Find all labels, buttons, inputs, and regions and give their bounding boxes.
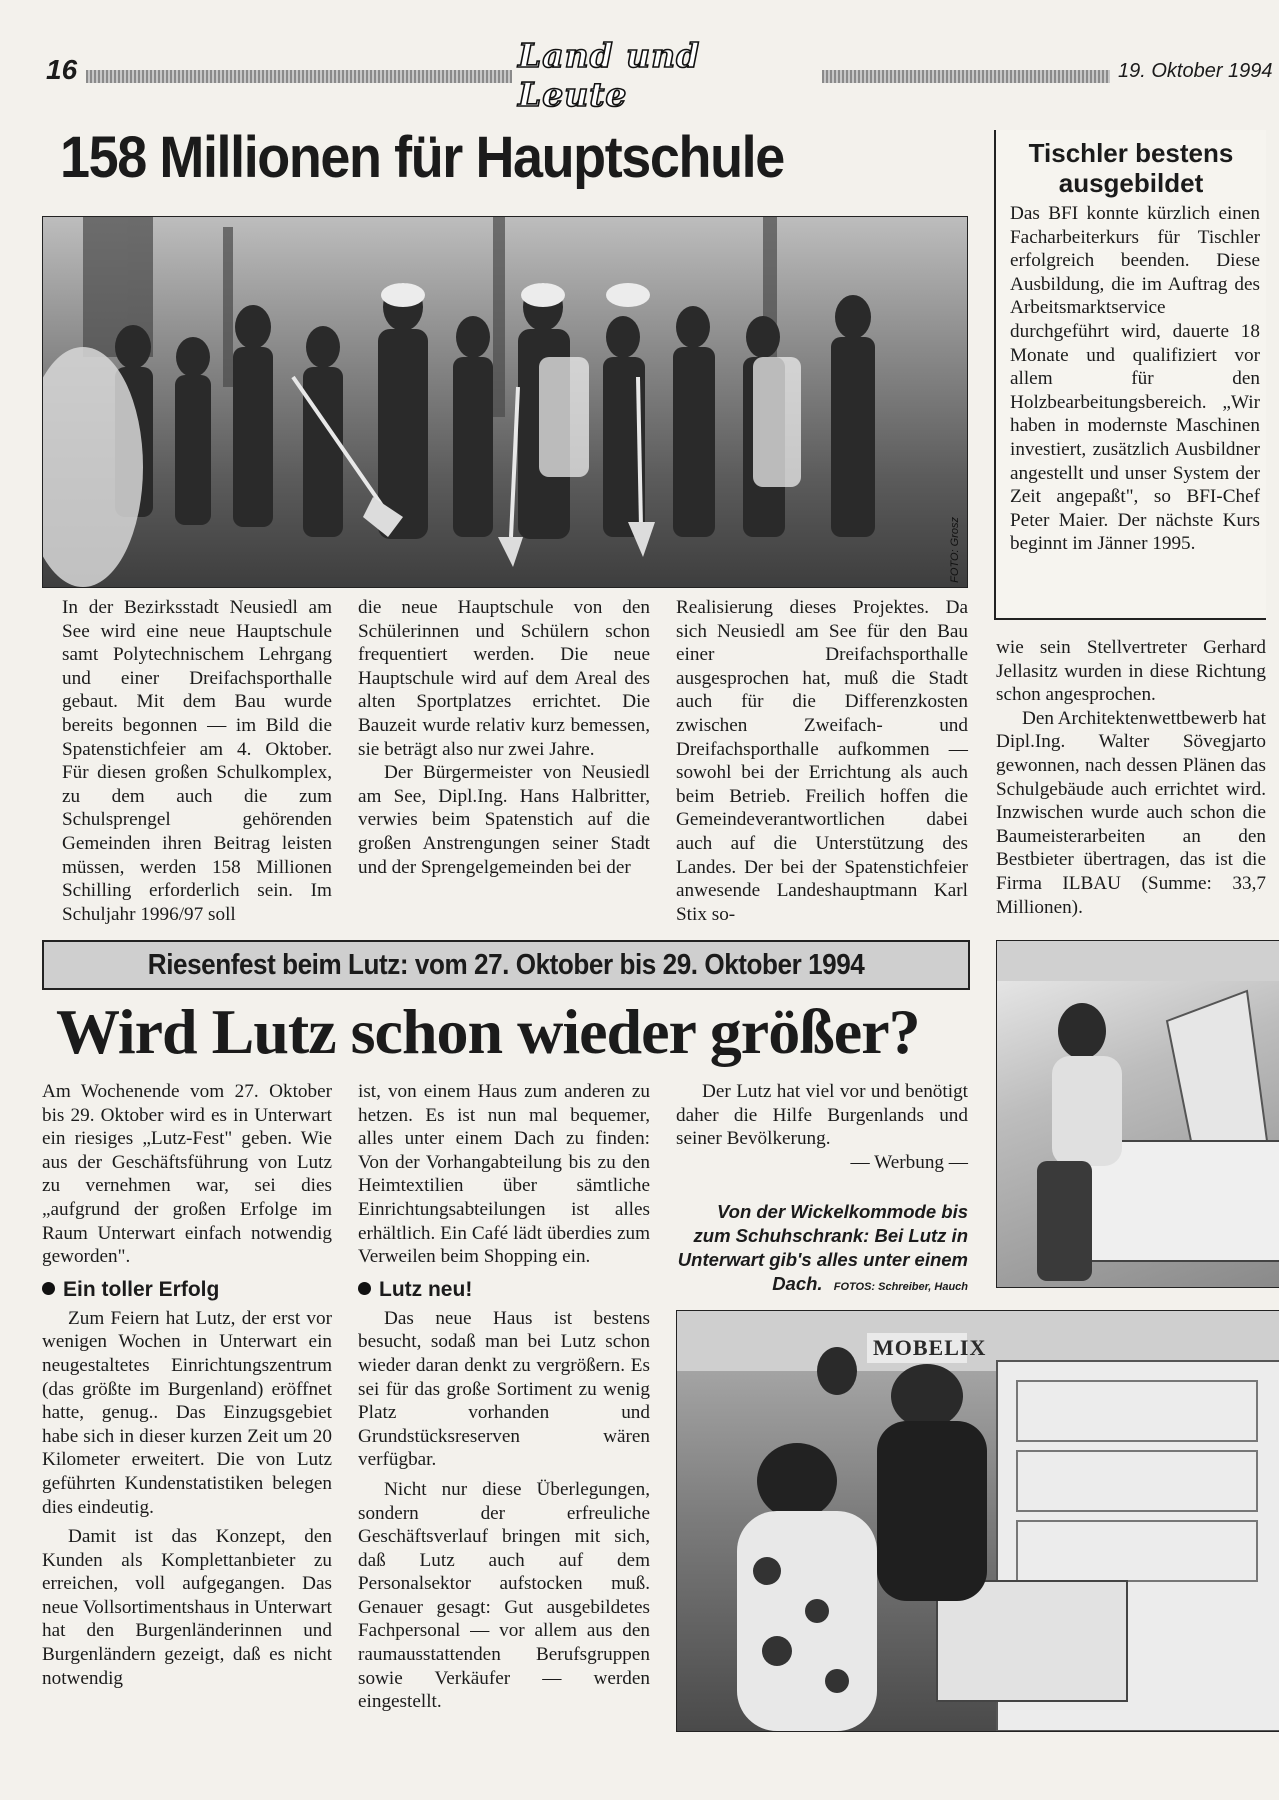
subhead-text: Ein toller Erfolg — [63, 1277, 220, 1301]
store-photo-art — [677, 1311, 1279, 1731]
kicker-text: Riesenfest beim Lutz: vom 27. Oktober bis 29. Oktober 1994 — [147, 948, 865, 981]
article1-column-3 — [676, 596, 968, 926]
header-rule-left — [86, 70, 512, 83]
article1-paragraph: In der Bezirksstadt Neusiedl am See wird eine neue Hauptschule samt Polytechnischem Lehrgang und einer Dreifachsporthalle gebaut. Mit dem Bau wurde bereits begonnen — im Bild die Spatenstichfeier am 4. Oktober. Für diesen großen Schulkomplex, zu dem auch die zum Schulsprengel gehörenden Gemeinden ihren Beitrag leisten müssen, werden 158 Millionen Schilling erforderlich sein. Im Schuljahr 1996/97 soll — [62, 597, 332, 925]
caption-text: Von der Wickelkommode bis zum Schuhschrank: Bei Lutz in Unterwart gib's alles unter einem Dach. — [677, 1201, 968, 1294]
kicker-box — [42, 940, 970, 990]
section-logo — [518, 36, 808, 114]
subhead-toller-erfolg — [42, 1277, 332, 1303]
photo-caption — [676, 1200, 968, 1299]
page-number: 16 — [46, 54, 78, 85]
article1-paragraph: wie sein Stellvertreter Gerhard Jellasitz wurden in diese Richtung schon angesprochen. — [996, 637, 1266, 706]
article2-paragraph: Der Lutz hat viel vor und benötigt daher die Hilfe Burgenlands und seiner Bevölkerung. — [676, 1081, 968, 1150]
article1-column-1 — [62, 596, 332, 926]
bedding-department-photo — [996, 940, 1279, 1288]
header-rule-right — [822, 70, 1110, 83]
sidebar-body: Das BFI konnte kürzlich einen Facharbeiterkurs für Tischler erfolgreich beenden. Diese Ausbildung, die im Auftrag des Arbeitsmarktservice durchgeführt wird, dauerte 18 Monate und qualifiziert vor allem für den Holzbearbeitungsbereich. „Wir haben in modernste Maschinen investiert, zusätzlich Ausbildner angestellt und unser System der Zeit angepaßt", so BFI-Chef Peter Maier. Der nächste Kurs beginnt im Jänner 1995. — [1010, 203, 1260, 555]
groundbreaking-photo-art — [43, 217, 967, 587]
sidebar-box — [994, 130, 1266, 620]
bedding-photo-art — [997, 941, 1279, 1287]
article1-column-4 — [996, 636, 1266, 919]
bullet-icon — [358, 1282, 371, 1295]
article1-paragraph: Den Architektenwettbewerb hat Dipl.Ing. Walter Sövegjarto gewonnen, nach dessen Plänen das Schulgebäude auch errichtet wird. Inzwischen wurde auch schon die Baumeisterarbeiten an den Bestbieter übertragen, das ist die Firma ILBAU (Summe: 33,7 Millionen). — [996, 707, 1267, 918]
article1-paragraph: Realisierung dieses Projektes. Da sich Neusiedl am See für den Bau einer Dreifachsporthalle ausgesprochen hat, muß die Stadt auch für die Differenzkosten zwischen Zweifach- und Dreifachsporthalle aufkommen — sowohl bei der Errichtung als auch beim Betrieb. Freilich hoffen die Gemeindeverantwortlichen dabei auch auf die Unterstützung des Landes. Der bei der Spatenstichfeier anwesende Landeshauptmann Karl Stix so- — [676, 597, 968, 925]
article2-paragraph: Am Wochenende vom 27. Oktober bis 29. Oktober wird es in Unterwart ein riesiges „Lutz-Fest" geben. Wie aus der Geschäftsführung von Lutz zu vernehmen war, sei dies „aufgrund der großen Erfolge im Raum Unterwart einfach notwendig geworden". — [42, 1081, 332, 1268]
article2-column-3 — [676, 1080, 968, 1174]
article2-paragraph: Das neue Haus ist bestens besucht, sodaß man bei Lutz schon wieder daran denkt zu vergrößern. Es sei für das große Sortiment zu wenig Platz vorhanden und Grundstücksreserven wären verfügbar. — [358, 1307, 650, 1471]
subhead-text: Lutz neu! — [379, 1277, 473, 1301]
article1-headline: 158 Millionen für Hauptschule — [60, 125, 784, 190]
store-sign: MOBELIX — [873, 1335, 987, 1360]
article2-paragraph: Damit ist das Konzept, den Kunden als Komplettanbieter zu erreichen, voll aufgegangen. Das neue Vollsortimentshaus in Unterwart hat den Burgenländerinnen und Burgenländern gezeigt, daß es nicht notwendig — [42, 1526, 332, 1689]
article2-headline: Wird Lutz schon wieder größer? — [56, 996, 920, 1067]
article2-paragraph: Nicht nur diese Überlegungen, sondern der erfreuliche Geschäftsverlauf bringen mit sich, daß Lutz auch auf dem Personalsektor aufstocken muß. Genauer gesagt: Gut ausgebildetes Fachpersonal — vor allem aus den raumausstattenden Berufsgruppen sowie Verkäufer — werden eingestellt. — [358, 1478, 650, 1713]
groundbreaking-photo — [42, 216, 968, 588]
subhead-lutz-neu — [358, 1277, 650, 1303]
bullet-icon — [42, 1282, 55, 1295]
article2-paragraph: Zum Feiern hat Lutz, der erst vor wenigen Wochen in Unterwart ein neugestaltetes Einrichtungszentrum (das größte im Burgenland) eröffnet hatte, genug.. Das Einzugsgebiet habe sich in dieser kurzen Zeit um 20 Kilometer erweitert. Die von Lutz geführten Kundenstatistiken belegen dies eindeutig. — [42, 1307, 332, 1518]
sidebar-headline: Tischler bestens ausgebildet — [1028, 138, 1234, 198]
section-logo-text: Land und Leute — [518, 36, 701, 114]
caption-credit: FOTOS: Schreiber, Hauch — [833, 1281, 968, 1293]
article1-paragraph: Der Bürgermeister von Neusiedl am See, Dipl.Ing. Hans Halbritter, verwies beim Spatenstich auf die großen Anstrengungen seiner Stadt und der Sprengelgemeinden bei der — [358, 762, 650, 878]
photo-credit: FOTO: Grosz — [949, 517, 961, 583]
advert-tag: — Werbung — — [850, 1151, 968, 1173]
store-sales-photo — [676, 1310, 1279, 1732]
article1-column-2 — [358, 596, 650, 879]
article1-paragraph: die neue Hauptschule von den Schülerinnen und Schülern schon frequentiert werden. Die neue Hauptschule wird auf dem Areal des alten Sportplatzes errichtet. Die Bauzeit wurde relativ kurz bemessen, sie beträgt also nur zwei Jahre. — [358, 597, 650, 760]
article2-column-2 — [358, 1080, 650, 1714]
article2-paragraph: ist, von einem Haus zum anderen zu hetzen. Es ist nun mal bequemer, alles unter einem Dach zu finden: Von der Vorhangabteilung bis zu den Heimtextilien über sämtliche Einrichtungsabteilungen ist alles erhältlich. Ein Café lädt überdies zum Verweilen beim Shopping ein. — [358, 1081, 650, 1268]
issue-date: 19. Oktober 1994 — [1118, 60, 1273, 82]
article2-column-1 — [42, 1080, 332, 1690]
